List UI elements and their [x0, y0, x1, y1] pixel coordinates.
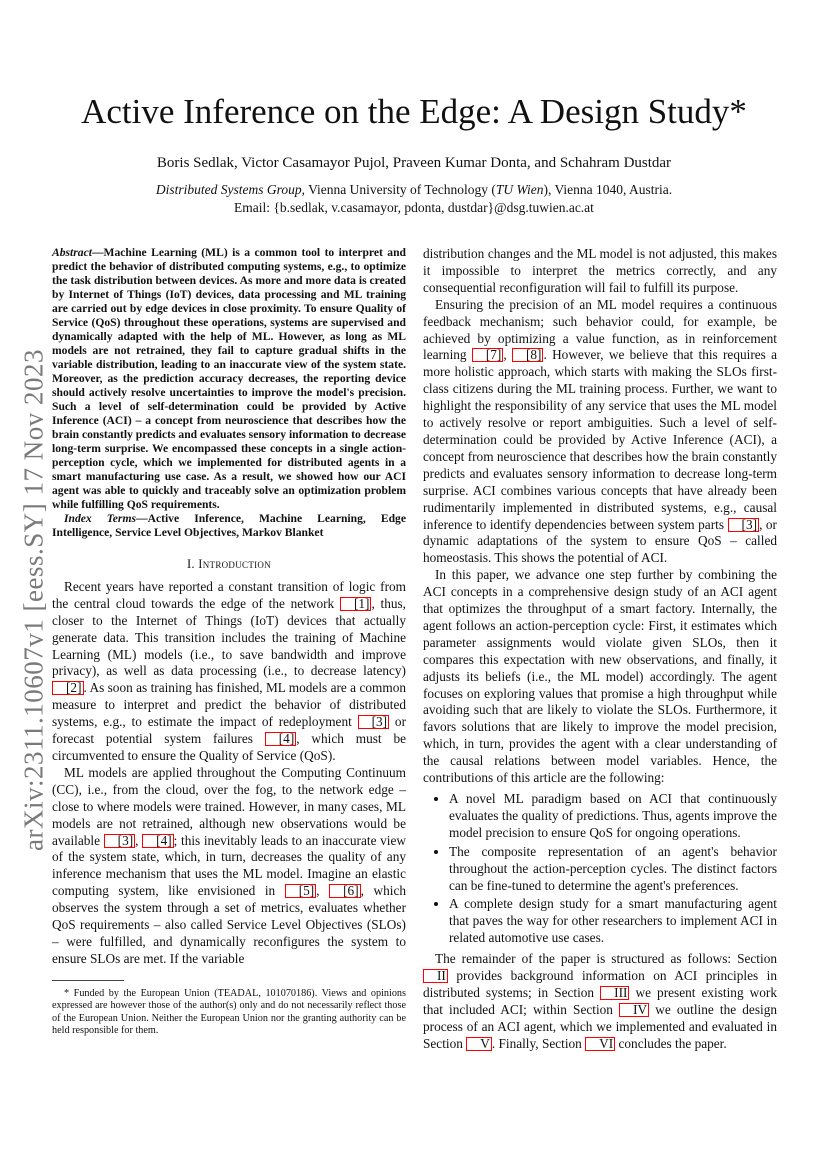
text-run: . As soon as training has finished, ML models are a common measure to interpret and predict the behavior of distributed systems, e.g., to estimate the impact of redeployment: [52, 680, 406, 730]
abstract: [52, 246, 406, 512]
right-paragraph-2: In this paper, we advance one step further by combining the ACI concepts in a comprehensive design study of an ACI agent that optimizes the throughput of a smart factory. Internally, the agent follows an action-perception cycle: First, it estimates which parameter assignments would violate given SLOs, then it compares this expectation with new observations, and finally, it adjusts its beliefs (i.e., the ML model) accordingly. The agent focuses on exploring values that promise a high throughput while avoiding such that are likely to violate the SLOs. Furthermore, it favors solutions that are likely to improve the model precision, which, in turn, provides the agent with a clear understanding of the causal relations between model variables. Hence, the contributions of this article are the following:: [423, 567, 777, 786]
text-run: The remainder of the paper is structured as follows: Section: [435, 951, 777, 967]
contribution-item: • The composite representation of an agent's behavior throughout the action-perception cycles. The distinct factors can be fine-tuned to determine the agent's preferences.: [449, 844, 777, 895]
citation-link[interactable]: [3]: [358, 715, 390, 729]
right-paragraph-continuation: distribution changes and the ML model is not adjusted, this makes it impossible to interpret the metrics correctly, and any consequential reconfiguration will fail to fulfill its purpose.: [423, 246, 777, 295]
citation-link[interactable]: [7]: [472, 348, 504, 362]
text-run: , which must be circumvented to ensure the Quality of Service (QoS).: [52, 731, 406, 763]
text-run: Recent years have reported a constant transition of logic from the central cloud towards the edge of the network: [52, 578, 406, 611]
abstract-label: Abstract: [52, 246, 92, 259]
affiliation: [0, 182, 828, 198]
text-run: concludes the paper.: [615, 1035, 727, 1051]
text-run: ,: [135, 832, 143, 848]
text-run: ; this inevitably leads to an inaccurate view of the system state, which, in turn, decreases the quality of any inference mechanism that uses the ML model. Imagine an elastic computing system, like envisioned in: [52, 832, 406, 899]
text-run: Ensuring the precision of an ML model requires a continuous feedback mechanism; such behavior could, for example, be achieved by optimizing a value function, as in reinforcement learning: [423, 296, 777, 363]
funding-footnote: * Funded by the European Union (TEADAL, 101070186). Views and opinions expressed are however those of the author(s) only and do not necessarily reflect those of the European Union. Neither the European Union nor the granting authority can be held responsible for them.: [52, 988, 406, 1037]
arxiv-stamp-text: arXiv:2311.10607v1 [eess.SY] 17 Nov 2023: [18, 349, 49, 851]
index-terms-text: —Active Inference, Machine Learning, Edge Intelligence, Service Level Objectives, Markov Blanket: [52, 512, 406, 539]
affiliation-part-a: , Vienna University of Technology (: [301, 182, 496, 197]
affiliation-part-b: ), Vienna 1040, Austria.: [543, 182, 673, 197]
citation-link[interactable]: [5]: [285, 884, 317, 898]
intro-paragraph-1: [52, 579, 406, 765]
text-run: ML models are applied throughout the Computing Continuum (CC), i.e., from the cloud, over the fog, to the network edge – close to where models were trained. However, in many cases, ML models are not retrained, although new observations would be available: [52, 764, 406, 848]
affiliation-tu: TU Wien: [495, 182, 544, 197]
text-run: ,: [503, 347, 512, 363]
section-link[interactable]: V: [466, 1037, 492, 1051]
citation-link[interactable]: [4]: [142, 834, 174, 848]
section-link[interactable]: VI: [585, 1037, 615, 1051]
section-link[interactable]: III: [600, 986, 629, 1000]
text-run: , or dynamic adaptations of the system to ensure QoS – called homeostasis. This shows the potential of ACI.: [423, 516, 777, 566]
section-link[interactable]: IV: [619, 1003, 649, 1017]
author-list: Boris Sedlak, Victor Casamayor Pujol, Praveen Kumar Donta, and Schahram Dustdar: [156, 155, 672, 171]
citation-link[interactable]: [6]: [329, 884, 361, 898]
footnote-rule: [52, 980, 124, 981]
citation-link[interactable]: [2]: [52, 681, 84, 695]
index-terms: [52, 512, 406, 540]
contribution-item: • A complete design study for a smart manufacturing agent that paves the way for other researchers to implement ACI in related automotive use cases.: [449, 896, 777, 947]
text-run: we outline the design process of an ACI agent, which we implemented and evaluated in Section: [423, 1001, 777, 1051]
contribution-item: • A novel ML paradigm based on ACI that continuously evaluates the quality of predictions. Thus, agents improve the model precision to ensure QoS for ongoing operations.: [449, 791, 777, 842]
right-paragraph-1: [423, 297, 777, 568]
contributions-list: [423, 791, 777, 947]
text-run: provides background information on ACI principles in distributed systems; in Section: [423, 968, 777, 1000]
author-email: Email: {b.sedlak, v.casamayor, pdonta, dustdar}@dsg.tuwien.ac.at: [234, 200, 594, 215]
citation-link[interactable]: [8]: [512, 348, 544, 362]
text-run: . Finally, Section: [491, 1035, 586, 1051]
text-run: ,: [316, 883, 330, 899]
right-column: [423, 246, 777, 1053]
text-run: , which observes the system through a set of metrics, evaluates whether QoS requirements – also called Service Level Objectives (SLOs) – were fulfilled, and dynamically reconfigures the system to ensure SLOs are met. If the variable: [52, 883, 406, 966]
index-terms-label: Index Terms: [64, 512, 136, 525]
left-column: [52, 246, 406, 968]
affiliation-group: Distributed Systems Group: [155, 182, 302, 197]
citation-link[interactable]: [1]: [340, 597, 372, 611]
right-paragraph-3: [423, 951, 777, 1052]
citation-link[interactable]: [3]: [104, 834, 136, 848]
section-link[interactable]: II: [423, 969, 448, 983]
arxiv-stamp: [12, 300, 56, 900]
text-run: we present existing work that included ACI; within Section: [423, 984, 777, 1017]
text-run: or forecast potential system failures: [52, 714, 406, 747]
citation-link[interactable]: [3]: [728, 518, 760, 532]
section-heading-introduction: I. Introduction: [186, 557, 272, 571]
text-run: , thus, closer to the Internet of Things (IoT) devices that actually generate data. This transition includes the training of Machine Learning (ML) models (i.e., to save bandwidth and improve privacy), as well as data processing (i.e., to decrease latency): [52, 595, 407, 679]
text-run: . However, we believe that this requires a more holistic approach, which starts with making the SLOs first-class citizens during the ML training process. Further, we want to highlight the responsibility of any service that uses the ML model to actively resolve or report ambiguities. Such a level of self-determination could be provided by Active Inference (ACI), a concept from neuroscience that describes how the brain constantly predicts and evaluates sensory information to decrease long-term surprise. ACI combines various concepts that have already been rudimentarily implemented in distributed systems, e.g., causal inference to identify dependencies between system parts: [423, 347, 777, 532]
intro-paragraph-2: [52, 765, 406, 968]
citation-link[interactable]: [4]: [265, 732, 297, 746]
abstract-text: —Machine Learning (ML) is a common tool to interpret and predict the behavior of distributed computing systems, e.g., to optimize the task distribution between devices. As more and more data is created by Internet of Things (IoT) devices, data processing and ML training are carried out by edge devices in close proximity. To ensure Quality of Service (QoS) throughout these operations, systems are supervised and dynamically adapted with the help of ML. However, as long as ML models are not retrained, they fail to capture gradual shifts in the variable distribution, leading to an inaccurate view of the system state. Moreover, as the prediction accuracy decreases, the reporting device should actively resolve uncertainties to improve the model's precision. Such a level of self-determination could be provided by Active Inference (ACI) – a concept from neuroscience that describes how the brain constantly predicts and evaluates sensory information to decrease long-term surprise. We encompassed these concepts in a single action-perception cycle, which we implemented for distributed agents in a smart manufacturing use case. As a result, we showed how our ACI agent was able to quickly and traceably solve an optimization problem while fulfilling QoS requirements.: [52, 246, 406, 511]
paper-title: Active Inference on the Edge: A Design Study*: [81, 92, 747, 131]
